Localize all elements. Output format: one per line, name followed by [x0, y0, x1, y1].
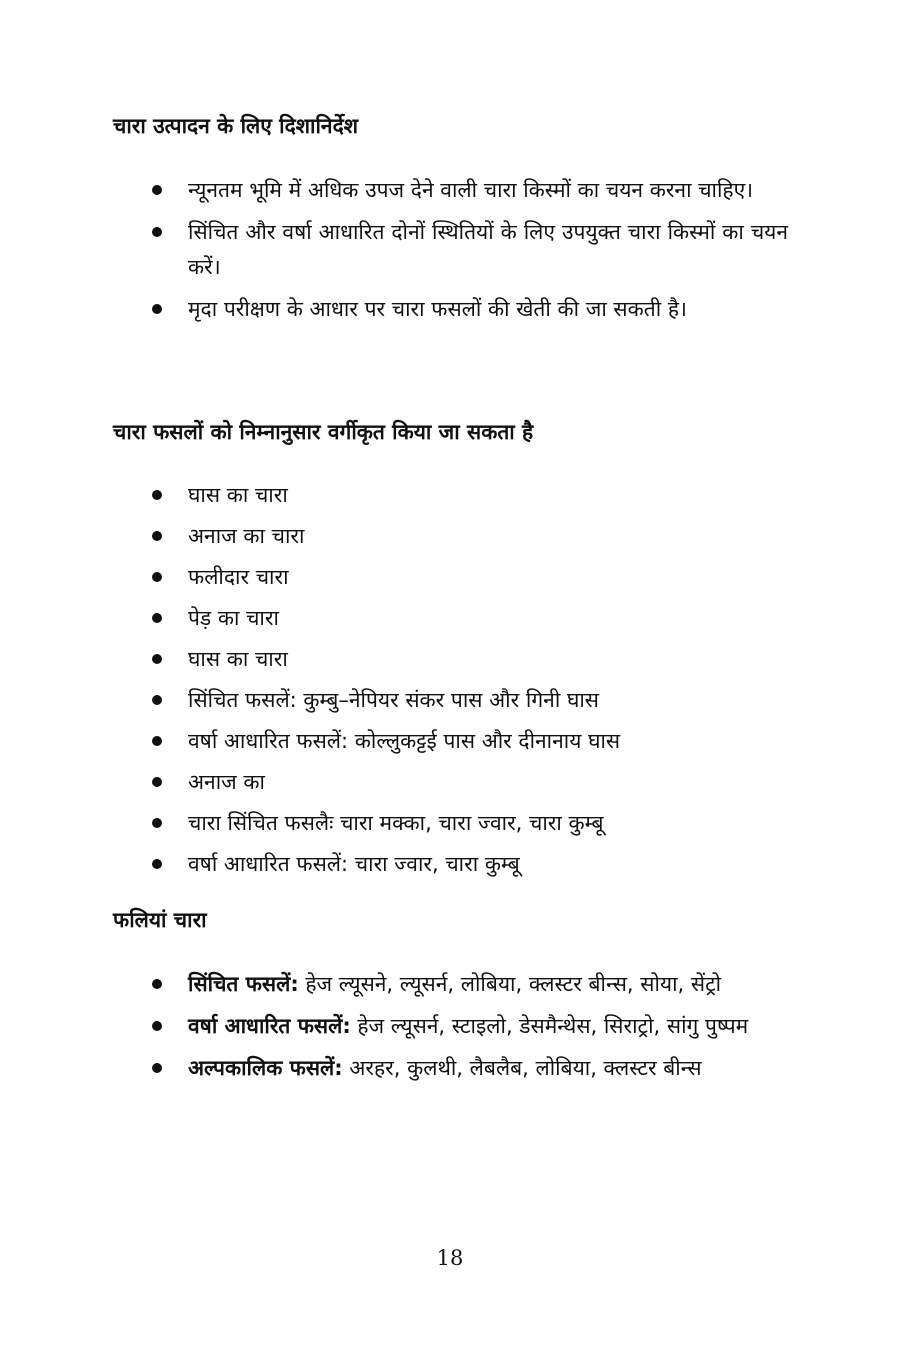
list-item-text: घास का चारा: [188, 483, 288, 507]
list-item-text: अनाज का चारा: [188, 524, 305, 548]
list-item: [0, 806, 788, 847]
bullet-icon: [152, 1063, 162, 1073]
list-item: [0, 765, 788, 806]
section-heading-classification: चारा फसलों को निम्नानुसार वर्गीकृत किया जा सकता है: [113, 420, 534, 444]
list-item-text: अनाज का: [188, 770, 265, 794]
list-item-label: सिंचित फसलें:: [188, 972, 299, 996]
page-number: 18: [436, 1246, 464, 1270]
bullet-icon: [152, 490, 162, 500]
list-item-text: वर्षा आधारित फसलें: चारा ज्वार, चारा कुम्बू: [188, 852, 520, 876]
list-item-text: मृदा परीक्षण के आधार पर चारा फसलों की खेती की जा सकती है।: [188, 297, 687, 321]
classification-list: [0, 478, 788, 888]
bullet-icon: [152, 736, 162, 746]
bullet-icon: [152, 818, 162, 828]
list-item: [0, 173, 788, 208]
list-item: [0, 683, 788, 724]
list-item-text: घास का चारा: [188, 647, 288, 671]
list-item: [0, 1009, 788, 1044]
list-item: [0, 292, 788, 327]
bullet-icon: [152, 304, 162, 314]
list-item-text: सिंचित फसलें: कुम्बु–नेपियर संकर पास और गिनी घास: [188, 688, 599, 712]
list-item: [0, 724, 788, 765]
bullet-icon: [152, 531, 162, 541]
list-item: [0, 519, 788, 560]
list-item: [0, 215, 788, 285]
bullet-icon: [152, 695, 162, 705]
list-item-label: वर्षा आधारित फसलें:: [188, 1014, 351, 1038]
list-item-body: हेज ल्यूसर्न, स्टाइलो, डेसमैन्थेस, सिराट्रो, सांगु पुष्पम: [350, 1014, 749, 1038]
list-item: [0, 847, 788, 888]
list-item: [0, 601, 788, 642]
list-item-text: पेड़ का चारा: [188, 606, 279, 630]
bullet-icon: [152, 654, 162, 664]
list-item: [0, 478, 788, 519]
list-item-text: फलीदार चारा: [188, 565, 289, 589]
bullet-icon: [152, 777, 162, 787]
list-item-text: सिंचित और वर्षा आधारित दोनों स्थितियों के लिए उपयुक्त चारा किस्मों का चयन करें।: [188, 220, 788, 279]
list-item: [0, 967, 788, 1002]
list-item-label: अल्पकालिक फसलें:: [188, 1056, 343, 1080]
list-item-text: चारा सिंचित फसलैः चारा मक्का, चारा ज्वार, चारा कुम्बू: [188, 811, 604, 835]
list-item-text: वर्षा आधारित फसलें: कोल्लुकट्टई पास और दीनानाय घास: [188, 729, 621, 753]
list-item: [0, 642, 788, 683]
list-item-text: [188, 967, 788, 1002]
section-heading-legume-fodder: फलियां चारा: [113, 908, 207, 932]
list-item: [0, 1051, 788, 1086]
bullet-icon: [152, 227, 162, 237]
guidelines-list: [0, 173, 788, 334]
bullet-icon: [152, 979, 162, 989]
list-item-body: अरहर, कुलथी, लैबलैब, लोबिया, क्लस्टर बीन्स: [342, 1056, 702, 1080]
list-item-text: [188, 1009, 788, 1044]
list-item-body: हेज ल्यूसने, ल्यूसर्न, लोबिया, क्लस्टर बीन्स, सोया, सेंट्रो: [298, 972, 722, 996]
bullet-icon: [152, 613, 162, 623]
list-item-text: [188, 1051, 788, 1086]
list-item-text: न्यूनतम भूमि में अधिक उपज देने वाली चारा किस्मों का चयन करना चाहिए।: [188, 178, 754, 202]
list-item: [0, 560, 788, 601]
bullet-icon: [152, 572, 162, 582]
bullet-icon: [152, 1021, 162, 1031]
legume-fodder-list: [0, 967, 788, 1093]
bullet-icon: [152, 185, 162, 195]
section-heading-guidelines: चारा उत्पादन के लिए दिशानिर्देश: [113, 114, 359, 138]
bullet-icon: [152, 859, 162, 869]
